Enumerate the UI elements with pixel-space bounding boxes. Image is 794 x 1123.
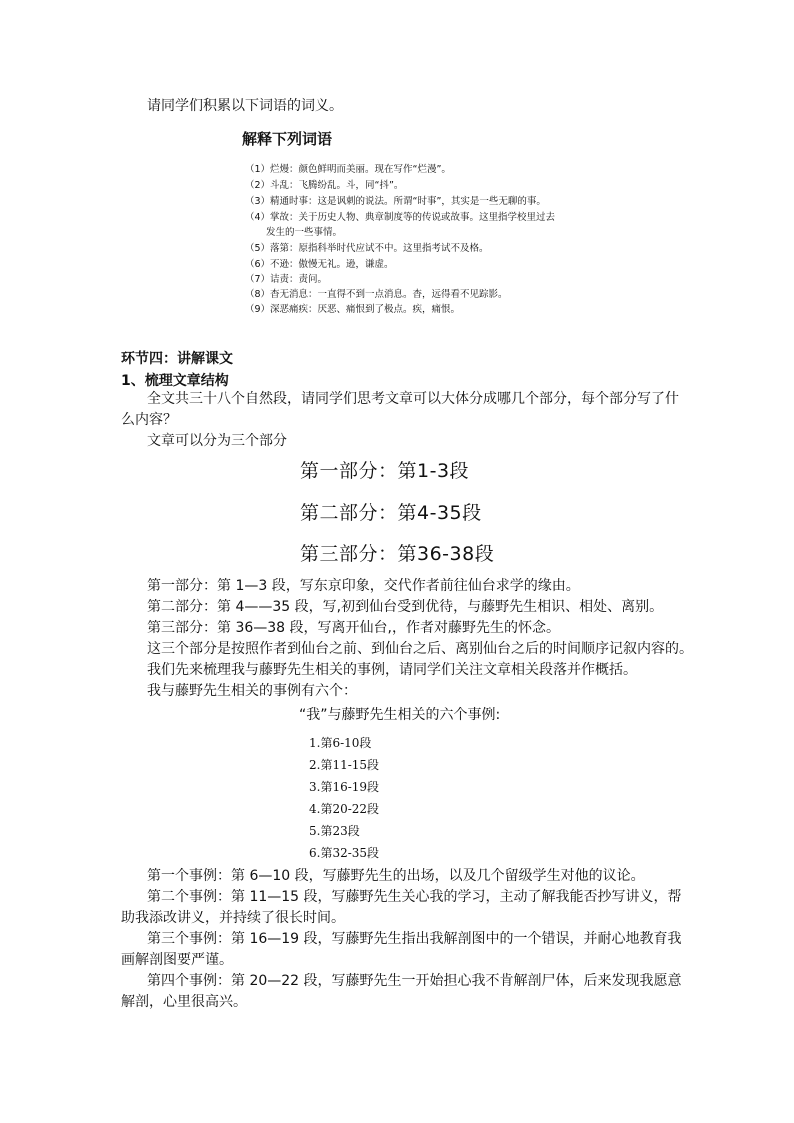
event-line: 第一个事例：第 6—10 段，写藤野先生的出场，以及几个留级学生对他的议论。 (147, 868, 645, 884)
part-description: 第二部分：第 4——35 段，写,初到仙台受到优待，与藤野先生相识、相处、离别。 (147, 599, 664, 615)
part-description: 第三部分：第 36—38 段，写离开仙台,，作者对藤野先生的怀念。 (147, 620, 560, 636)
vocab-item: （9）深恶痛疾：厌恶、痛恨到了极点。疾，痛恨。 (245, 304, 461, 315)
examples-title: “我”与藤野先生相关的六个事例: (299, 707, 501, 723)
subsection-heading: 1、梳理文章结构 (121, 373, 229, 389)
vocab-item: （8）杳无消息：一直得不到一点消息。杳，远得看不见踪影。 (245, 289, 508, 300)
part-description: 第一部分：第 1—3 段，写东京印象，交代作者前往仙台求学的缘由。 (147, 578, 580, 594)
vocab-title: 解释下列词语 (242, 130, 333, 148)
event-line: 第三个事例：第 16—19 段，写藤野先生指出我解剖图中的一个错误，并耐心地教育我 (147, 931, 682, 947)
example-item: 1.第6-10段 (309, 736, 372, 750)
question-line: 全文共三十八个自然段，请同学们思考文章可以大体分成哪几个部分，每个部分写了什 (147, 391, 679, 407)
part-description: 这三个部分是按照作者到仙台之前、到仙台之后、离别仙台之后的时间顺序记叙内容的。 (147, 641, 693, 657)
intro-text: 请同学们积累以下词语的词义。 (147, 98, 343, 114)
vocab-item: （2）斗乱：飞腾纷乱。斗，同“抖”。 (245, 180, 404, 191)
vocab-item: （7）诘责：责问。 (245, 274, 328, 285)
example-item: 4.第20-22段 (309, 802, 380, 816)
example-item: 5.第23段 (309, 824, 360, 838)
part-description: 我们先来梳理我与藤野先生相关的事例，请同学们关注文章相关段落并作概括。 (147, 662, 637, 678)
vocab-item-continued: 发生的一些事情。 (266, 227, 343, 238)
vocab-item: （6）不逊：傲慢无礼。逊，谦虚。 (245, 259, 394, 270)
event-line-continued: 助我添改讲义，并持续了很长时间。 (121, 910, 345, 926)
example-item: 6.第32-35段 (309, 846, 380, 860)
vocab-item: （5）落第：原指科举时代应试不中。这里指考试不及格。 (245, 243, 489, 254)
answer-line: 文章可以分为三个部分 (147, 433, 287, 449)
event-line: 第二个事例：第 11—15 段，写藤野先生关心我的学习，主动了解我能否抄写讲义，帮 (147, 889, 682, 905)
example-item: 2.第11-15段 (309, 758, 380, 772)
section-heading: 环节四：讲解课文 (121, 351, 233, 367)
vocab-item: （3）精通时事：这是讽刺的说法。所谓“时事”，其实是一些无聊的事。 (245, 196, 546, 207)
part-heading-2: 第二部分：第4-35段 (300, 502, 482, 524)
vocab-item: （1）烂熳：颜色鲜明而美丽。现在写作“烂漫”。 (245, 164, 451, 175)
event-line-continued: 画解剖图要严谨。 (121, 952, 233, 968)
example-item: 3.第16-19段 (309, 780, 380, 794)
vocab-item: （4）掌故：关于历史人物、典章制度等的传说或故事。这里指学校里过去 (245, 212, 556, 223)
event-line: 第四个事例：第 20—22 段，写藤野先生一开始担心我不肯解剖尸体，后来发现我愿意 (147, 973, 682, 989)
part-heading-3: 第三部分：第36-38段 (300, 543, 495, 565)
event-line-continued: 解剖，心里很高兴。 (121, 994, 247, 1010)
question-line: 么内容？ (121, 412, 177, 428)
part-heading-1: 第一部分：第1-3段 (300, 460, 470, 482)
part-description: 我与藤野先生相关的事例有六个： (147, 683, 357, 699)
